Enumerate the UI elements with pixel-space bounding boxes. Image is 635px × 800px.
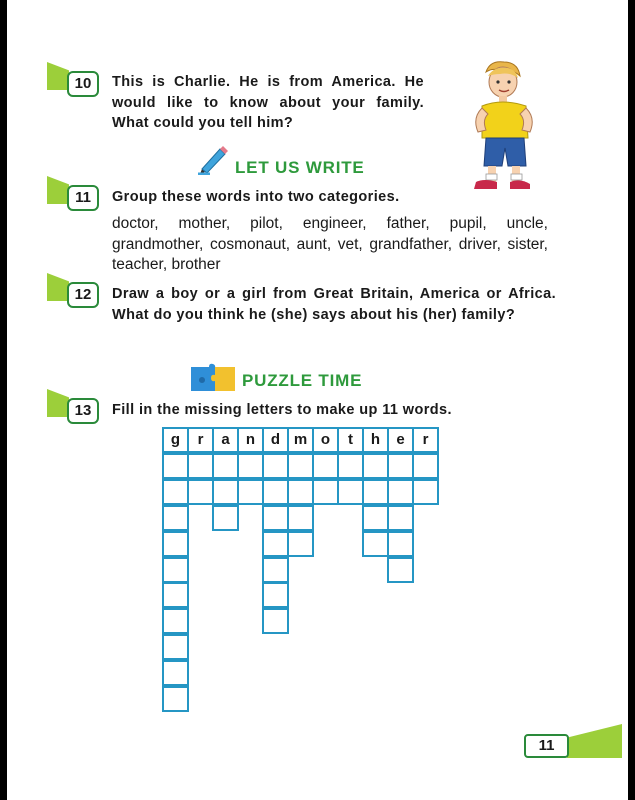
grid-empty-cell[interactable]	[362, 505, 389, 531]
grid-empty-cell[interactable]	[162, 634, 189, 660]
page-number: 11	[524, 734, 569, 758]
grid-empty-cell[interactable]	[262, 582, 289, 608]
grid-empty-cell[interactable]	[287, 453, 314, 479]
pencil-icon	[196, 143, 228, 175]
grid-empty-cell[interactable]	[187, 453, 214, 479]
grid-empty-cell[interactable]	[212, 479, 239, 505]
exercise-13-number: 13	[67, 398, 99, 424]
grid-empty-cell[interactable]	[237, 479, 264, 505]
charlie-boy-illustration	[464, 58, 544, 194]
grid-empty-cell[interactable]	[287, 531, 314, 557]
grid-empty-cell[interactable]	[362, 479, 389, 505]
grid-empty-cell[interactable]	[212, 453, 239, 479]
grid-empty-cell[interactable]	[387, 479, 414, 505]
grid-letter-cell[interactable]: h	[362, 427, 389, 453]
exercise-11-number: 11	[67, 185, 99, 211]
grid-empty-cell[interactable]	[337, 453, 364, 479]
grid-empty-cell[interactable]	[162, 660, 189, 686]
grid-empty-cell[interactable]	[162, 557, 189, 583]
grid-empty-cell[interactable]	[387, 505, 414, 531]
grid-empty-cell[interactable]	[262, 453, 289, 479]
puzzle-icon	[189, 363, 237, 393]
grid-empty-cell[interactable]	[362, 453, 389, 479]
exercise-10-number: 10	[67, 71, 99, 97]
grid-letter-cell[interactable]: g	[162, 427, 189, 453]
exercise-10-flag	[47, 62, 69, 90]
grid-letter-cell[interactable]: r	[412, 427, 439, 453]
grid-empty-cell[interactable]	[312, 453, 339, 479]
grid-letter-cell[interactable]: t	[337, 427, 364, 453]
grid-empty-cell[interactable]	[262, 557, 289, 583]
grid-letter-cell[interactable]: e	[387, 427, 414, 453]
grid-letter-cell[interactable]: r	[187, 427, 214, 453]
exercise-12-text: Draw a boy or a girl from Great Britain, America or Africa. What do you think he (she) says about his (her) family?	[112, 286, 556, 323]
grid-empty-cell[interactable]	[262, 479, 289, 505]
grid-empty-cell[interactable]	[362, 531, 389, 557]
grid-empty-cell[interactable]	[262, 608, 289, 634]
grid-empty-cell[interactable]	[162, 505, 189, 531]
exercise-11-word-list: doctor, mother, pilot, engineer, father, pupil, uncle, grandmother, cosmonaut, aunt, vet, grandfather, driver, sister, teacher, brother	[112, 215, 548, 273]
grid-empty-cell[interactable]	[262, 531, 289, 557]
grid-empty-cell[interactable]	[337, 479, 364, 505]
grid-empty-cell[interactable]	[162, 453, 189, 479]
exercise-13-flag	[47, 389, 69, 417]
grid-empty-cell[interactable]	[187, 479, 214, 505]
grid-empty-cell[interactable]	[262, 505, 289, 531]
grid-letter-cell[interactable]: m	[287, 427, 314, 453]
grid-empty-cell[interactable]	[312, 479, 339, 505]
grid-empty-cell[interactable]	[162, 608, 189, 634]
page-number-box	[524, 734, 569, 758]
grid-empty-cell[interactable]	[387, 531, 414, 557]
section-title-puzzle: PUZZLE TIME	[242, 371, 363, 390]
exercise-12-number: 12	[67, 282, 99, 308]
grid-letter-cell[interactable]: o	[312, 427, 339, 453]
grid-empty-cell[interactable]	[162, 582, 189, 608]
section-title-write: LET US WRITE	[235, 158, 365, 177]
scan-edge-left	[0, 0, 7, 800]
grid-empty-cell[interactable]	[162, 531, 189, 557]
exercise-11-text: Group these words into two categories.	[112, 189, 400, 205]
grid-empty-cell[interactable]	[387, 557, 414, 583]
grid-empty-cell[interactable]	[212, 505, 239, 531]
grid-letter-cell[interactable]: n	[237, 427, 264, 453]
grid-empty-cell[interactable]	[162, 686, 189, 712]
grid-empty-cell[interactable]	[412, 453, 439, 479]
grid-letter-cell[interactable]: a	[212, 427, 239, 453]
exercise-13-text: Fill in the missing letters to make up 11 words.	[112, 402, 452, 418]
grid-empty-cell[interactable]	[412, 479, 439, 505]
exercise-11-flag	[47, 176, 69, 204]
exercise-12-flag	[47, 273, 69, 301]
grid-empty-cell[interactable]	[237, 453, 264, 479]
page-corner-tab	[567, 724, 622, 758]
exercise-10-text: This is Charlie. He is from America. He would like to know about your family. What could you tell him?	[112, 74, 424, 131]
grid-empty-cell[interactable]	[287, 505, 314, 531]
grid-empty-cell[interactable]	[387, 453, 414, 479]
scan-edge-right	[628, 0, 635, 800]
grid-empty-cell[interactable]	[162, 479, 189, 505]
grid-empty-cell[interactable]	[287, 479, 314, 505]
grid-letter-cell[interactable]: d	[262, 427, 289, 453]
